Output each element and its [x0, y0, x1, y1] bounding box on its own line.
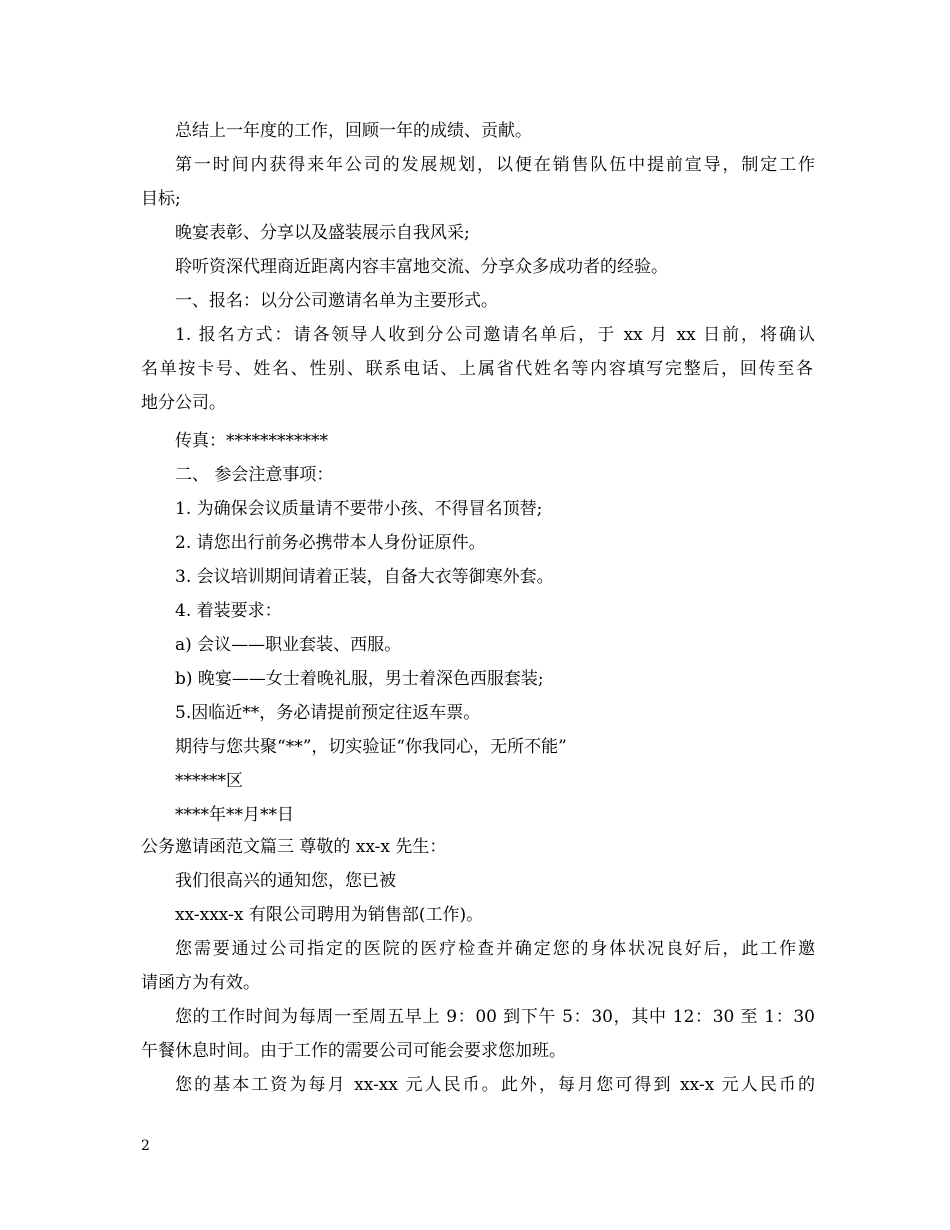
paragraph-line: 第一时间内获得来年公司的发展规划，以便在销售队伍中提前宣导，制定工作: [175, 155, 815, 175]
section-heading: 二、 参会注意事项：: [175, 465, 334, 485]
signature-line: ******区: [175, 771, 243, 791]
paragraph-line: 地分公司。: [141, 393, 226, 413]
paragraph-line: 总结上一年度的工作，回顾一年的成绩、贡献。: [175, 121, 532, 141]
paragraph-line: 请函方为有效。: [141, 973, 260, 993]
list-item: 3. 会议培训期间请着正装，自备大衣等御寒外套。: [175, 567, 554, 587]
paragraph-line: 聆听资深代理商近距离内容丰富地交流、分享众多成功者的经验。: [175, 257, 668, 277]
section-title: 公务邀请函范文篇三 尊敬的 xx-x 先生：: [141, 837, 447, 857]
paragraph-line: 1. 报名方式：请各领导人收到分公司邀请名单后，于 xx 月 xx 日前，将确认: [175, 325, 815, 345]
paragraph-line: 您的基本工资为每月 xx-xx 元人民币。此外，每月您可得到 xx-x 元人民币的: [175, 1075, 815, 1095]
section-heading: 一、报名：以分公司邀请名单为主要形式。: [175, 291, 498, 311]
paragraph-line: xx-xxx-x 有限公司聘用为销售部(工作)。: [175, 905, 484, 925]
paragraph-line: 午餐休息时间。由于工作的需要公司可能会要求您加班。: [141, 1041, 566, 1061]
date-line: ****年**月**日: [175, 805, 294, 825]
list-item: 5.因临近**，务必请提前预定往返车票。: [175, 703, 481, 723]
paragraph-line: 您的工作时间为每周一至周五早上 9：00 到下午 5：30，其中 12：30 至 1：30: [175, 1007, 815, 1027]
list-item: a) 会议——职业套装、西服。: [175, 635, 402, 655]
page-number: 2: [141, 1138, 150, 1154]
list-item: 4. 着装要求：: [175, 601, 282, 621]
paragraph-line: 目标;: [141, 189, 181, 209]
paragraph-line: 您需要通过公司指定的医院的医疗检查并确定您的身体状况良好后，此工作邀: [175, 939, 815, 959]
list-item: b) 晚宴——女士着晚礼服，男士着深色西服套装;: [175, 669, 544, 689]
paragraph-line: 名单按卡号、姓名、性别、联系电话、上属省代姓名等内容填写完整后，回传至各: [141, 359, 813, 379]
paragraph-line: 我们很高兴的通知您，您已被: [175, 871, 396, 891]
list-item: 1. 为确保会议质量请不要带小孩、不得冒名顶替;: [175, 499, 543, 519]
paragraph-line: 晚宴表彰、分享以及盛装展示自我风采;: [175, 223, 470, 243]
closing-line: 期待与您共聚“**”，切实验证“你我同心，无所不能”: [175, 737, 567, 757]
list-item: 2. 请您出行前务必携带本人身份证原件。: [175, 533, 486, 553]
fax-line: 传真：************: [175, 431, 328, 451]
